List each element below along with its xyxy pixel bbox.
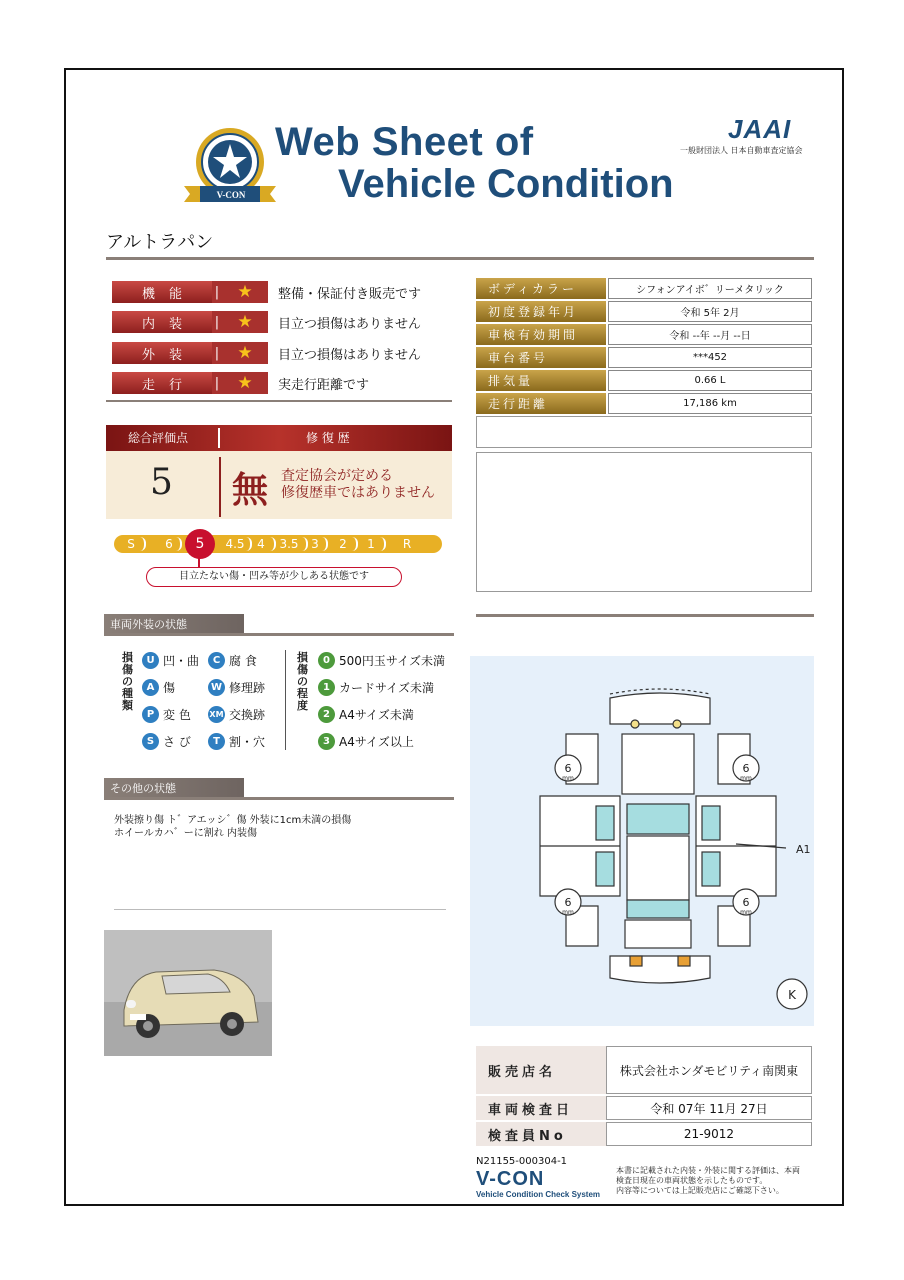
spec-label-mileage: 走行距離 xyxy=(476,393,606,414)
spec-label-color: ボディカラー xyxy=(476,278,606,299)
spec-value-chassis: ***452 xyxy=(608,347,812,368)
legend-text: 傷 xyxy=(163,681,176,695)
grade-caption: 目立たない傷・凹み等が少しある状態です xyxy=(146,567,402,587)
spec-label-displacement: 排気量 xyxy=(476,370,606,391)
grade-selected-marker: 5 xyxy=(185,529,215,559)
overall-score-heading: 総合評価点 xyxy=(128,431,189,445)
tire-fl-unit: mm xyxy=(562,775,574,782)
star-icon: ★ xyxy=(222,281,268,303)
vehicle-damage-diagram xyxy=(470,656,814,1026)
car-outline-diagram xyxy=(470,656,814,1026)
jaai-organization: 一般財団法人 日本自動車査定協会 xyxy=(680,146,803,155)
other-section-line xyxy=(104,797,454,800)
rating-exterior-text: 目立つ損傷はありません xyxy=(278,348,422,363)
title-line-1: Web Sheet of xyxy=(275,120,534,164)
rating-separator: | xyxy=(212,311,222,333)
rating-mileage xyxy=(112,372,268,394)
tire-rr-value: 6 xyxy=(742,896,750,909)
legend-text: 修理跡 xyxy=(229,681,266,695)
code-a-icon: A xyxy=(142,679,159,696)
legend-text: 交換跡 xyxy=(229,708,266,722)
legend-replaced xyxy=(208,706,265,723)
repair-history-heading: 修 復 歴 xyxy=(306,431,350,445)
degree-3-icon: 3 xyxy=(318,733,335,750)
spec-value-inspection-expiry: 令和 --年 --月 --日 xyxy=(608,324,812,345)
grade-separator xyxy=(176,537,182,551)
legend-text: 凹・曲 xyxy=(163,654,200,668)
spec-value-registration: 令和 5年 2月 xyxy=(608,301,812,322)
other-line-1: 外装擦り傷 ト゛アエッシ゛傷 外装に1cm未満の損傷 xyxy=(114,815,352,826)
grade-separator xyxy=(352,537,358,551)
jaai-logo: JAAI xyxy=(728,114,792,144)
spec-value-mileage: 17,186 km xyxy=(608,393,812,414)
repair-history-kanji: 無 xyxy=(232,469,269,511)
repair-history-text xyxy=(281,468,435,502)
damage-degree-label: 損傷の程度 xyxy=(297,651,308,712)
grade-2: 2 xyxy=(339,537,347,551)
tire-fl-value: 6 xyxy=(564,762,572,775)
footer-note xyxy=(616,1166,800,1196)
legend-discolor xyxy=(142,706,191,723)
spec-label-inspection-expiry: 車検有効期間 xyxy=(476,324,606,345)
footer-note-line3: 内容等については上記販売店にご確認下さい。 xyxy=(616,1186,784,1195)
legend-crack xyxy=(208,733,265,750)
rating-function-text: 整備・保証付き販売です xyxy=(278,287,422,302)
grade-separator xyxy=(140,537,146,551)
rating-label: 走行 xyxy=(112,372,212,394)
grade-r: R xyxy=(402,537,412,551)
shop-value: 株式会社ホンダモビリティ南関東 xyxy=(606,1046,812,1094)
spec-value-displacement: 0.66 L xyxy=(608,370,812,391)
score-header xyxy=(106,425,452,451)
damage-type-label: 損傷の種類 xyxy=(122,651,133,712)
degree-text: A4サイズ以上 xyxy=(339,735,414,749)
score-header-divider xyxy=(218,428,220,448)
exterior-section-line xyxy=(104,633,454,636)
spec-label-registration: 初度登録年月 xyxy=(476,301,606,322)
degree-1-icon: 1 xyxy=(318,679,335,696)
legend-text: 変 色 xyxy=(163,708,191,722)
legend-dent xyxy=(142,652,199,669)
other-bottom-rule xyxy=(114,909,446,910)
degree-3 xyxy=(318,733,414,750)
inspection-date-label: 車両検査日 xyxy=(476,1096,606,1120)
degree-text: 500円玉サイズ未満 xyxy=(339,654,445,668)
title-line-2: Vehicle Condition xyxy=(338,162,674,206)
grade-3-5: 3.5 xyxy=(279,537,299,551)
degree-1 xyxy=(318,679,434,696)
header-divider xyxy=(106,257,814,260)
degree-text: カードサイズ未満 xyxy=(339,681,435,695)
grade-1: 1 xyxy=(367,537,375,551)
rating-separator: | xyxy=(212,372,222,394)
score-body-divider xyxy=(219,457,221,517)
star-icon: ★ xyxy=(222,342,268,364)
inspector-value: 21-9012 xyxy=(606,1122,812,1146)
grade-4-5: 4.5 xyxy=(225,537,245,551)
rating-label: 機能 xyxy=(112,281,212,303)
grade-separator xyxy=(380,537,386,551)
other-line-2: ホイールカハ゛ーに割れ 内装傷 xyxy=(114,828,257,839)
tire-rl-unit: mm xyxy=(562,909,574,916)
code-xm-icon: XM xyxy=(208,706,225,723)
badge-k: K xyxy=(788,988,796,1002)
car-name: アルトラパン xyxy=(106,232,214,253)
vcon-logo: V-CON xyxy=(476,1168,545,1190)
shop-label: 販売店名 xyxy=(476,1046,606,1094)
inspector-label: 検査員No xyxy=(476,1122,606,1146)
footer-note-line1: 本書に記載された内装・外装に関する評価は、本両 xyxy=(616,1166,800,1175)
repair-history-line1: 査定協会が定める xyxy=(281,468,393,484)
document-number: N21155-000304-1 xyxy=(476,1156,568,1167)
vehicle-photo-image xyxy=(104,930,272,1056)
legend-repair xyxy=(208,679,265,696)
degree-2-icon: 2 xyxy=(318,706,335,723)
legend-rust xyxy=(142,733,191,750)
legend-scratch xyxy=(142,679,175,696)
legend-text: 割・穴 xyxy=(229,735,266,749)
legend-corrosion xyxy=(208,652,257,669)
spec-label-chassis: 車台番号 xyxy=(476,347,606,368)
rating-mileage-text: 実走行距離です xyxy=(278,378,370,393)
grade-3: 3 xyxy=(311,537,319,551)
rating-separator: | xyxy=(212,281,222,303)
grade-6: 6 xyxy=(165,537,173,551)
grade-s: S xyxy=(127,537,135,551)
star-icon: ★ xyxy=(222,372,268,394)
rating-interior-text: 目立つ損傷はありません xyxy=(278,317,422,332)
code-c-icon: C xyxy=(208,652,225,669)
rating-separator: | xyxy=(212,342,222,364)
degree-0 xyxy=(318,652,445,669)
degree-text: A4サイズ未満 xyxy=(339,708,414,722)
other-condition-text xyxy=(114,814,351,840)
remarks-box xyxy=(476,452,812,592)
seal-ribbon-text: V-CON xyxy=(216,190,246,200)
grade-4: 4 xyxy=(257,537,265,551)
footer-note-line2: 検査日現在の車両状態を示したものです。 xyxy=(616,1176,768,1185)
grade-scale xyxy=(114,535,442,553)
repair-history-line2: 修復歴車ではありません xyxy=(281,485,435,501)
tire-rl-value: 6 xyxy=(564,896,572,909)
damage-annotation-a1: A1 xyxy=(796,843,811,856)
rating-function xyxy=(112,281,268,303)
exterior-section-title: 車両外装の状態 xyxy=(104,614,244,636)
code-u-icon: U xyxy=(142,652,159,669)
star-icon: ★ xyxy=(222,311,268,333)
tire-fr-value: 6 xyxy=(742,762,750,775)
degree-2 xyxy=(318,706,414,723)
legend-text: 腐 食 xyxy=(229,654,257,668)
code-s-icon: S xyxy=(142,733,159,750)
code-p-icon: P xyxy=(142,706,159,723)
rating-label: 内装 xyxy=(112,311,212,333)
spec-value-color: シフォンアイボ゛リーメタリック xyxy=(608,278,812,299)
vcon-subtitle: Vehicle Condition Check System xyxy=(476,1190,601,1199)
code-t-icon: T xyxy=(208,733,225,750)
vehicle-photo xyxy=(104,930,272,1056)
code-w-icon: W xyxy=(208,679,225,696)
grade-separator xyxy=(322,537,328,551)
spec-empty-box xyxy=(476,416,812,448)
overall-score-value: 5 xyxy=(150,462,173,503)
rating-exterior xyxy=(112,342,268,364)
rating-label: 外装 xyxy=(112,342,212,364)
legend-divider xyxy=(285,650,286,750)
other-section-title: その他の状態 xyxy=(104,778,244,800)
degree-0-icon: 0 xyxy=(318,652,335,669)
rating-divider xyxy=(106,400,452,402)
legend-text: さ び xyxy=(163,735,191,749)
tire-fr-unit: mm xyxy=(740,775,752,782)
right-section-divider xyxy=(476,614,814,617)
tire-rr-unit: mm xyxy=(740,909,752,916)
rating-interior xyxy=(112,311,268,333)
inspection-date-value: 令和 07年 11月 27日 xyxy=(606,1096,812,1120)
